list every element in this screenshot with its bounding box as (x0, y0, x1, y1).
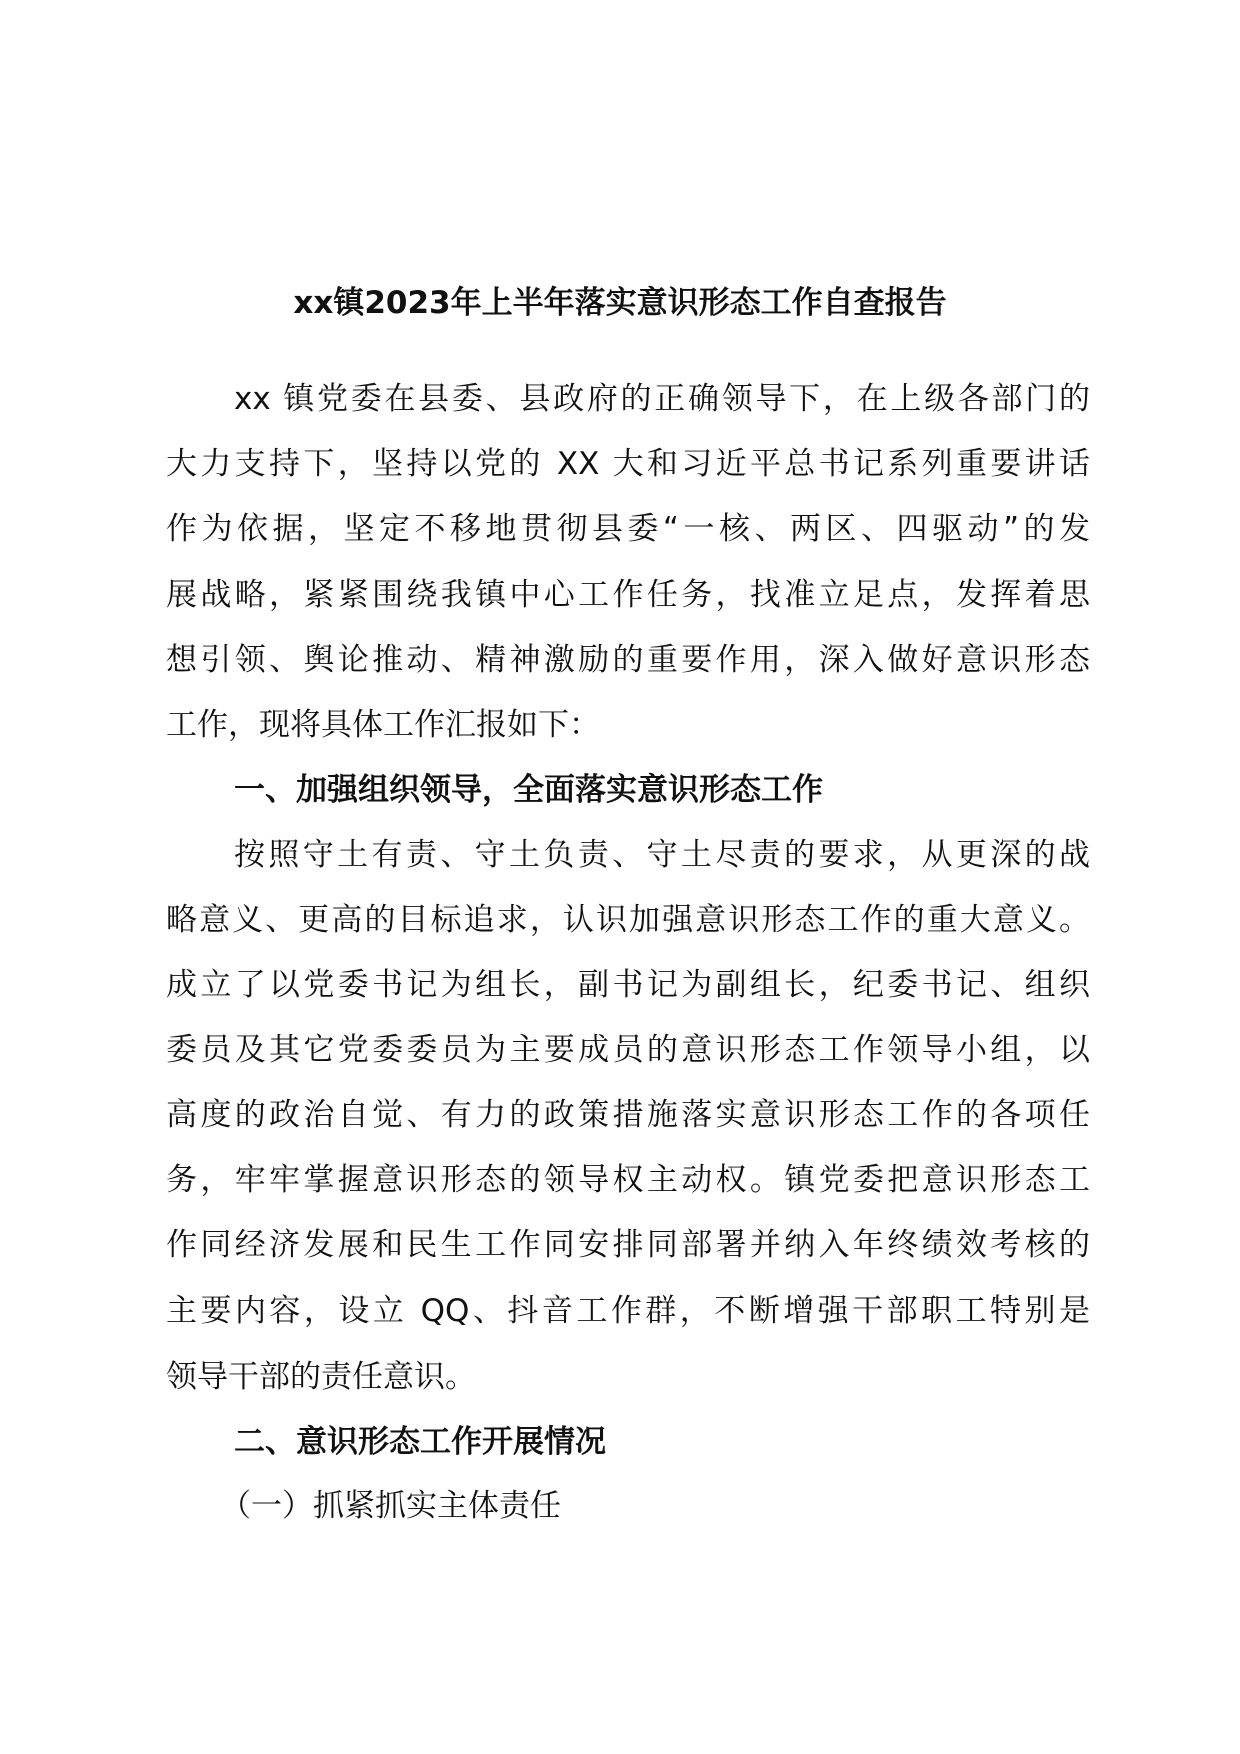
paragraph-line: 委员及其它党委委员为主要成员的意识形态工作领导小组，以 (166, 1032, 1090, 1068)
section-1-heading: 一、加强组织领导，全面落实意识形态工作 (234, 772, 823, 808)
paragraph-line: xx 镇党委在县委、县政府的正确领导下，在上级各部门的 (234, 381, 1090, 417)
paragraph-line: 务，牢牢掌握意识形态的领导权主动权。镇党委把意识形态工 (166, 1162, 1090, 1198)
paragraph-line: 作为依据，坚定不移地贯彻县委“一核、两区、四驱动”的发 (166, 511, 1090, 547)
paragraph-line: 领导干部的责任意识。 (166, 1359, 476, 1395)
paragraph-line: 工作，现将具体工作汇报如下： (166, 707, 600, 743)
paragraph-line: 成立了以党委书记为组长，副书记为副组长，纪委书记、组织 (166, 967, 1090, 1003)
paragraph-line: 高度的政治自觉、有力的政策措施落实意识形态工作的各项任 (166, 1097, 1090, 1133)
paragraph-line: 作同经济发展和民生工作同安排同部署并纳入年终绩效考核的 (166, 1227, 1090, 1263)
paragraph-line: 大力支持下，坚持以党的 XX 大和习近平总书记系列重要讲话 (166, 446, 1090, 482)
paragraph-line: 想引领、舆论推动、精神激励的重要作用，深入做好意识形态 (166, 642, 1090, 678)
document-title: xx镇2023年上半年落实意识形态工作自查报告 (293, 285, 947, 321)
paragraph-line: 略意义、更高的目标追求，认识加强意识形态工作的重大意义。 (166, 902, 1090, 938)
subsection-1-heading: （一）抓紧抓实主体责任 (220, 1488, 561, 1524)
paragraph-line: 按照守土有责、守土负责、守土尽责的要求，从更深的战 (234, 837, 1090, 873)
paragraph-line: 展战略，紧紧围绕我镇中心工作任务，找准立足点，发挥着思 (166, 577, 1090, 613)
section-2-heading: 二、意识形态工作开展情况 (234, 1424, 606, 1460)
paragraph-line: 主要内容，设立 QQ、抖音工作群，不断增强干部职工特别是 (166, 1293, 1090, 1329)
